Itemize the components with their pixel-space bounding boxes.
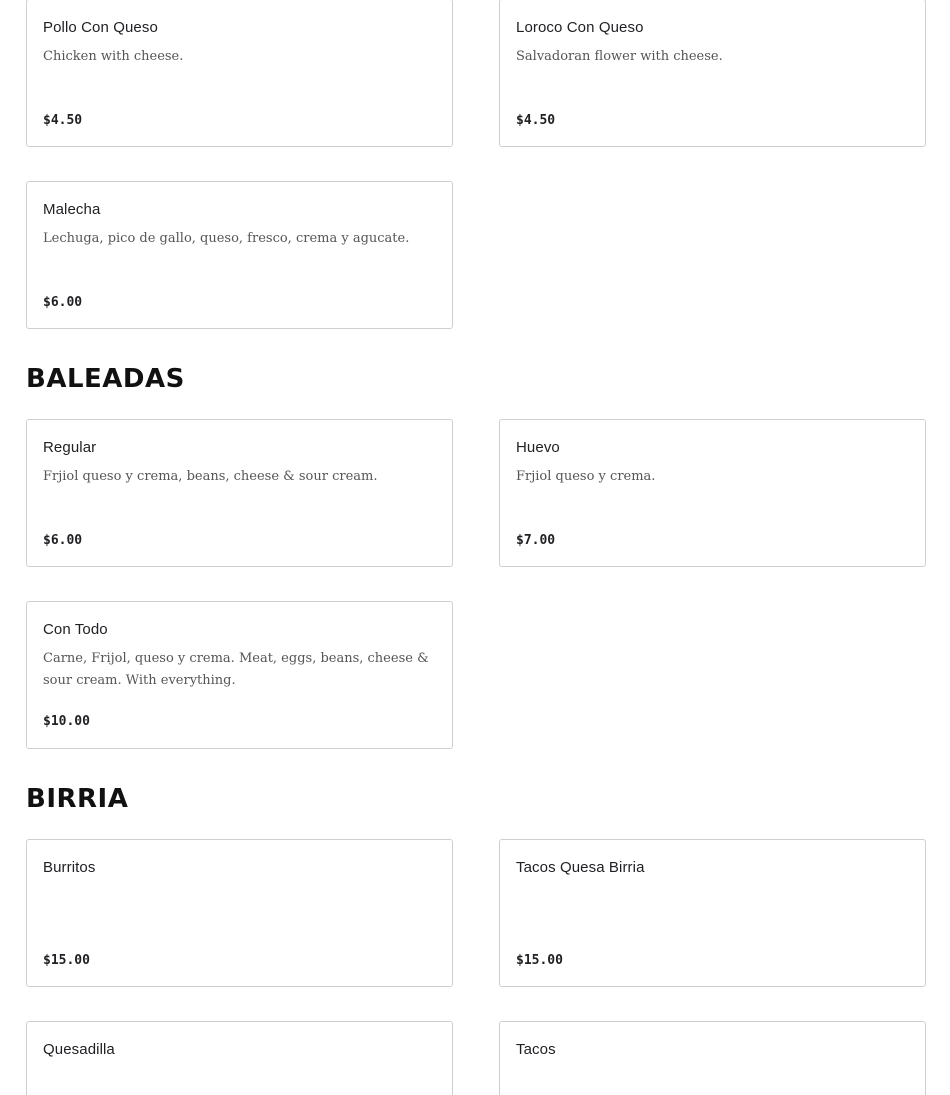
menu-item-price: $4.50: [43, 113, 83, 128]
menu-item-card[interactable]: [499, 419, 926, 567]
menu-item-description: Frjiol queso y crema.: [516, 469, 656, 484]
menu-item-card[interactable]: [26, 181, 453, 329]
section-title-birria: BIRRIA: [26, 784, 129, 814]
menu-item-description: Chicken with cheese.: [43, 49, 184, 64]
menu-item-name: Regular: [43, 439, 97, 456]
menu-item-name: Pollo Con Queso: [43, 19, 158, 36]
menu-item-price: $4.50: [516, 113, 556, 128]
menu-item-card[interactable]: [499, 0, 926, 147]
menu-item-name: Tacos: [516, 1041, 556, 1058]
section-title-baleadas: BALEADAS: [26, 364, 185, 394]
menu-item-description: Carne, Frijol, queso y crema. Meat, eggs, beans, cheese & sour cream. With everything.: [43, 651, 429, 688]
menu-item-name: Tacos Quesa Birria: [516, 859, 645, 876]
menu-item-description: Lechuga, pico de gallo, queso, fresco, crema y agucate.: [43, 231, 410, 246]
menu-item-card[interactable]: [26, 601, 453, 749]
menu-item-name: Quesadilla: [43, 1041, 115, 1058]
menu-item-price: $6.00: [43, 295, 83, 310]
menu-item-price: $15.00: [516, 953, 563, 968]
menu-item-card[interactable]: [26, 1021, 453, 1095]
menu-item-name: Burritos: [43, 859, 96, 876]
menu-item-card[interactable]: [499, 839, 926, 987]
menu-item-price: $15.00: [43, 953, 90, 968]
menu-item-name: Huevo: [516, 439, 560, 456]
menu-item-card[interactable]: [499, 1021, 926, 1095]
menu-item-card[interactable]: [26, 419, 453, 567]
menu-item-price: $7.00: [516, 533, 556, 548]
menu-item-price: $6.00: [43, 533, 83, 548]
menu-item-name: Malecha: [43, 201, 101, 218]
menu-item-name: Con Todo: [43, 621, 108, 638]
menu-item-price: $10.00: [43, 714, 90, 729]
menu-item-card[interactable]: [26, 0, 453, 147]
menu-item-name: Loroco Con Queso: [516, 19, 644, 36]
menu-item-description: Salvadoran flower with cheese.: [516, 49, 723, 64]
menu-item-description: Frjiol queso y crema, beans, cheese & sour cream.: [43, 469, 378, 484]
menu-item-card[interactable]: [26, 839, 453, 987]
